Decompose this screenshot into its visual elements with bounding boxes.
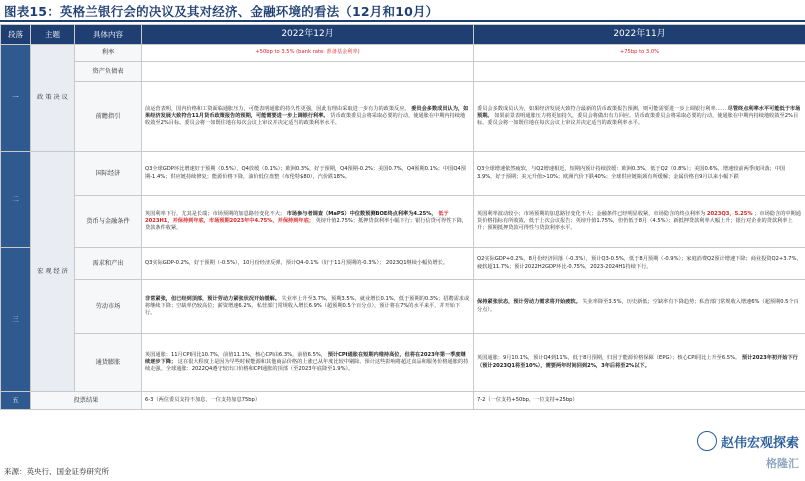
table-row: [1, 62, 805, 82]
guidance-nov: [474, 82, 805, 152]
inflation-nov: [474, 334, 805, 392]
topic-macro: 宏 观 经 济: [31, 152, 75, 392]
demand-dec: [142, 248, 474, 280]
money-dec-d: 英镑升值2.75%；抵押贷款利率小幅下行；银行信贷可得性下降，贷款条件收紧。: [145, 217, 467, 232]
table-row: [1, 196, 805, 248]
inflation-dec-c: 这在很大程度上是因为早些时候能源和其他商品价格的上涨已从年度比较中剔除。预计这些影响将超过食品和服务价格通胀的持续走强。全球通胀：2022Q4遵守较出口价格和CPI通胀的顶部（至2023年底降至1.9%）。: [145, 358, 469, 373]
item-guidance: 前瞻指引: [75, 82, 142, 152]
section-3: 三: [1, 248, 31, 392]
table-row: [1, 82, 805, 152]
inflation-dec: [142, 334, 474, 392]
rate-nov: +75bp to 3.0%: [474, 45, 805, 62]
money-nov: [474, 196, 805, 248]
section-1: 一: [1, 45, 31, 152]
guidance-nov-a: 委员会多数成员认为，如果经济发展大致符合最新的货币政策报告预测，则可能需要进一步上调银行利率……: [477, 105, 727, 112]
table-row: [1, 392, 805, 410]
demand-dec-b: 2023Q1继续小幅负增长。: [385, 259, 449, 266]
labor-nov-b: 失业率降至3.5%，历史新低；空缺率有下降趋势；私营部门常规收入增速6%（超预期0.5个百分点）。: [477, 299, 799, 313]
header-dec: 2022年12月: [142, 25, 474, 45]
vote-nov: 7-2（一位支持+50bp，一位支持+25bp）: [474, 392, 805, 410]
table-row: [1, 152, 805, 196]
item-demand: 需求和产出: [75, 248, 142, 280]
item-rate: 利率: [75, 45, 142, 62]
money-dec-a: 英国利率下行，尤其是长端；市场预期的加息路径变化不大；: [145, 210, 286, 217]
header-nov: 2022年11月: [474, 25, 805, 45]
money-dec-c: 低于2023H1，并保持到年底，市场预期2023年中4.75%，并保持到年底；: [145, 210, 449, 224]
rate-dec: +50bp to 3.5% (bank rate: 准备基金利率): [142, 45, 474, 62]
guidance-nov-b: 尽管终点利率水平可能低于市场预期。: [477, 105, 801, 119]
labor-dec-b: 失业率上升至3.7%，预期3.5%，就业增长0.1%，低于预期的0.3%；招聘需求或将继续下降；空缺率仍较高位；薪资增速6.2%，私营部门常规收入增长6.9%（超预期0.5个百分点），预计将在7%的水平来平，并开始下行。: [145, 295, 470, 317]
money-dec: [142, 196, 474, 248]
table-row: [1, 45, 805, 62]
table-row: [1, 280, 805, 334]
balance-nov: [474, 62, 805, 82]
intl-nov: Q3全球增速依然疲软，与Q2增速相近，短期内预计持续放缓：欧洲0.3%，低于Q2（0.8%）；美国0.6%，增速较前两季度回落；中国3.9%，好于预期；美元升值>10%；欧洲汽价下跌40%；全球供应链瓶颈有所缓解；金属价格自9月以来小幅下跌: [474, 152, 805, 196]
source-note: 来源：英央行、国金证券研究所: [4, 467, 109, 476]
labor-dec: [142, 280, 474, 334]
title-underline: [0, 20, 805, 22]
policy-table: [0, 24, 805, 410]
guidance-dec-b: 委员会多数成员认为，如果经济发展大致符合11月货币政策报告的预期，可能需要进一步上调银行利率。: [145, 105, 469, 119]
watermark-secondary: 格隆汇: [766, 457, 799, 470]
item-vote: 投票结果: [31, 392, 142, 410]
watermark: [697, 431, 799, 451]
money-dec-b: 市场参与者调查（MaPS）中位数预测BOE终点利率为4.25%，: [286, 210, 437, 217]
table-row: [1, 248, 805, 280]
header-section: 段落: [1, 25, 31, 45]
item-balance: 资产负债表: [75, 62, 142, 82]
table-header-row: [1, 25, 805, 45]
guidance-nov-c: 如果前景表明通胀压力将更加持久，委员会将做出有力回应。货币政策委员会将采取必要的行动，使通胀在中期内持续地收敛至2%目标。委员会将一如既往地在每次会议上审议并决定适当的政策利率水平。: [477, 112, 799, 127]
item-money: 货币与金融条件: [75, 196, 142, 248]
header-item: 具体内容: [75, 25, 142, 45]
header-topic: 主题: [31, 25, 75, 45]
money-nov-b: 2023Q3，5.25%: [706, 210, 753, 217]
labor-dec-a: 非常紧张，但已经到顶部，预计劳动力紧张状况开始缓解。: [145, 295, 280, 302]
inflation-dec-b: 预计CPI通胀在短期内维持高位，但将在2023年第一季度继续逐步下降；: [145, 351, 466, 365]
vote-dec: 6-3（两位委员支持不加息，一位支持加息75bp）: [142, 392, 474, 410]
guidance-dec-a: 前运营表明，国内价格和工资面临通胀压力，可能表明通胀的持久性更强，因此有理由采取进一步有力的政策反应。: [145, 105, 410, 112]
guidance-dec-c: 货币政策委员会将采取必要的行动，使通胀在中期内持续地收敛至2%目标。委员会将一如既往地在每次会议上审议并决定适当的政策利率水平。: [145, 112, 466, 127]
chart-title: 图表15：英格兰银行会的决议及其对经济、金融环境的看法（12月和10月）: [4, 4, 439, 19]
wechat-icon: [697, 431, 717, 451]
labor-nov: [474, 280, 805, 334]
watermark-text: 赵伟宏观探索: [720, 435, 799, 451]
balance-dec: [142, 62, 474, 82]
money-nov-a: 英国利率波动较小；市场预期的加息路径变化不大；金融条件已经明显收紧，市场隐含的终点利率为: [477, 210, 706, 217]
intl-dec: Q3全球GDP环比增速好于预期（0.5%），Q4放缓（0.1%）；欧洲0.3%，好于预期，Q4预期-0.2%；美国0.7%，Q4预期0.1%；中国Q4预期-1.4%；供应链持续修复；能源价格下降，油价低位盘整（布伦特$80），汽价跌18%。: [142, 152, 474, 196]
item-labor: 劳动市场: [75, 280, 142, 334]
inflation-dec-a: 英国通胀：11月CPI同比10.7%，前值11.1%，核心CPI由6.3%，前值6.5%，: [145, 351, 327, 358]
table-row: [1, 334, 805, 392]
topic-policy: 政 策 决 议: [31, 45, 75, 152]
money-nov-c: ；市场隐含的中期通货价格指标有所收敛，低于上次会议报告；英镑升值1.75%，但仍低于8月（4.5%）；新抵押贷款利率大幅上升；银行对企业的贷款利率上升；预期抵押贷款可得性与贷款利率水平。: [477, 210, 801, 232]
demand-nov: Q2实际GDP+0.2%，8月份经济回落（-0.3%），预计Q3-0.5%，低于8月预期（-0.9%）；家庭消费Q2预计增速下降；商业投资Q2+3.7%，疲软超11.7%；预计2022H2GDP环比-0.75%，2023-2024H1持续下行。: [474, 248, 805, 280]
section-5: 五: [1, 392, 31, 410]
inflation-nov-a: 英国通胀：9月10.1%，预计Q4到11%，低于8月预期，归因于能源价格保障（EPG）；核心CPI同比上升至6.5%。: [477, 355, 741, 362]
section-2: 二: [1, 152, 31, 248]
demand-dec-a: Q3实际GDP-0.2%，好于预期（-0.5%），10月份经济反弹，预计Q4-0.1%（好于11月预期的-0.3%）；: [145, 259, 385, 266]
inflation-nov-b: 预计2023年初开始下行（预计2023Q1将至10%），需要两年时间回到2%，3年后将至2%以下。: [477, 355, 798, 369]
labor-nov-a: 保持紧张状态，预计劳动力需求将开始疲软。: [477, 299, 581, 306]
item-inflation: 通货膨胀: [75, 334, 142, 392]
item-intl: 国际经济: [75, 152, 142, 196]
guidance-dec: [142, 82, 474, 152]
